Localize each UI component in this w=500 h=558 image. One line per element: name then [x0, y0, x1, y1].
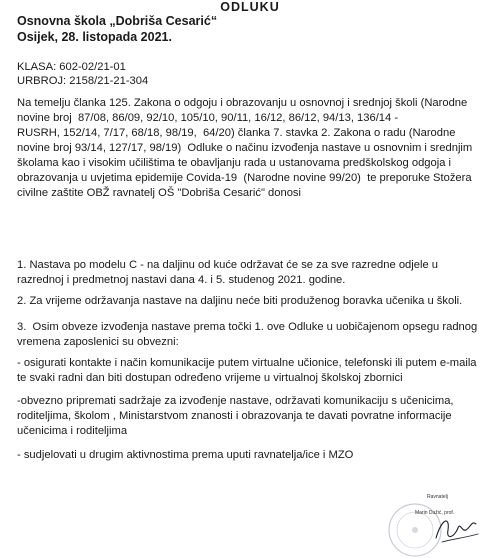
signature-name: Marin Dužić, prof.	[415, 510, 455, 516]
decision-item-3: 3. Osim obveze izvođenja nastave prema točki 1. ove Odluke u uobičajenom opsegu radnog vremena zaposlenici su obvezni:	[17, 321, 478, 348]
decision-item-2: 2. Za vrijeme održavanja nastave na daljinu neće biti produženog boravka učenika u školi.	[17, 295, 463, 307]
signature-role: Ravnatelj	[427, 494, 448, 500]
preamble-paragraph: Na temelju članka 125. Zakona o odgoju i obrazovanju u osnovnoj i srednjoj školi (Narodne novine broj 87/08, 86/09, 92/10, 105/10, 90/11, 16/12, 86/12, 94/13, 136/14 - RUSRH, 152/14, 7/17, 68/18, 98/19, 64/20) članka 7. stavka 2. Zakona o radu (Narodne novine broj 93/14, 127/17, 98/19) Odluke o načinu izvođenja nastave u osnovnim i srednjim školama kao i visokim učilištima te obavljanju rada u ustanovama predškolskog odgoja i obrazovanja u uvjetima epidemije Covida-19 (Narodne novine 99/20) te preporuke Stožera civilne zaštite OBŽ ravnatelj OŠ "Dobriša Cesarić" donosi	[17, 97, 473, 199]
obligation-bullet-1: - osigurati kontakte i način komunikacije putem virtualne učionice, telefonski ili putem e-maila te svaki radni dan biti dostupan određeno vrijeme u virtualnoj školskoj zbornici	[17, 357, 477, 384]
school-name: Osnovna škola „Dobriša Cesarić“	[17, 14, 218, 28]
place-date: Osijek, 28. listopada 2021.	[17, 30, 172, 44]
decision-title: ODLUKU	[220, 0, 280, 14]
obligation-bullet-2: -obvezno pripremati sadržaje za izvođenje nastave, održavati komunikaciju s učenicima, roditeljima, školom , Ministarstvom znanosti i obrazovanja te davati povratne informacije učenicima i roditeljima	[17, 395, 454, 437]
klasa-number: KLASA: 602-02/21-01	[17, 61, 126, 73]
decision-item-1: 1. Nastava po modelu C - na daljinu od kuće održavat će se za sve razredne odjele u razrednoj i predmetnoj nastavi dana 4. i 5. studenog 2021. godine.	[17, 259, 439, 286]
obligation-bullet-3: - sudjelovati u drugim aktivnostima prema uputi ravnatelja/ice i MZO	[17, 449, 354, 461]
handwritten-signature	[432, 508, 482, 548]
urbroj-number: URBROJ: 2158/21-21-304	[17, 75, 149, 87]
